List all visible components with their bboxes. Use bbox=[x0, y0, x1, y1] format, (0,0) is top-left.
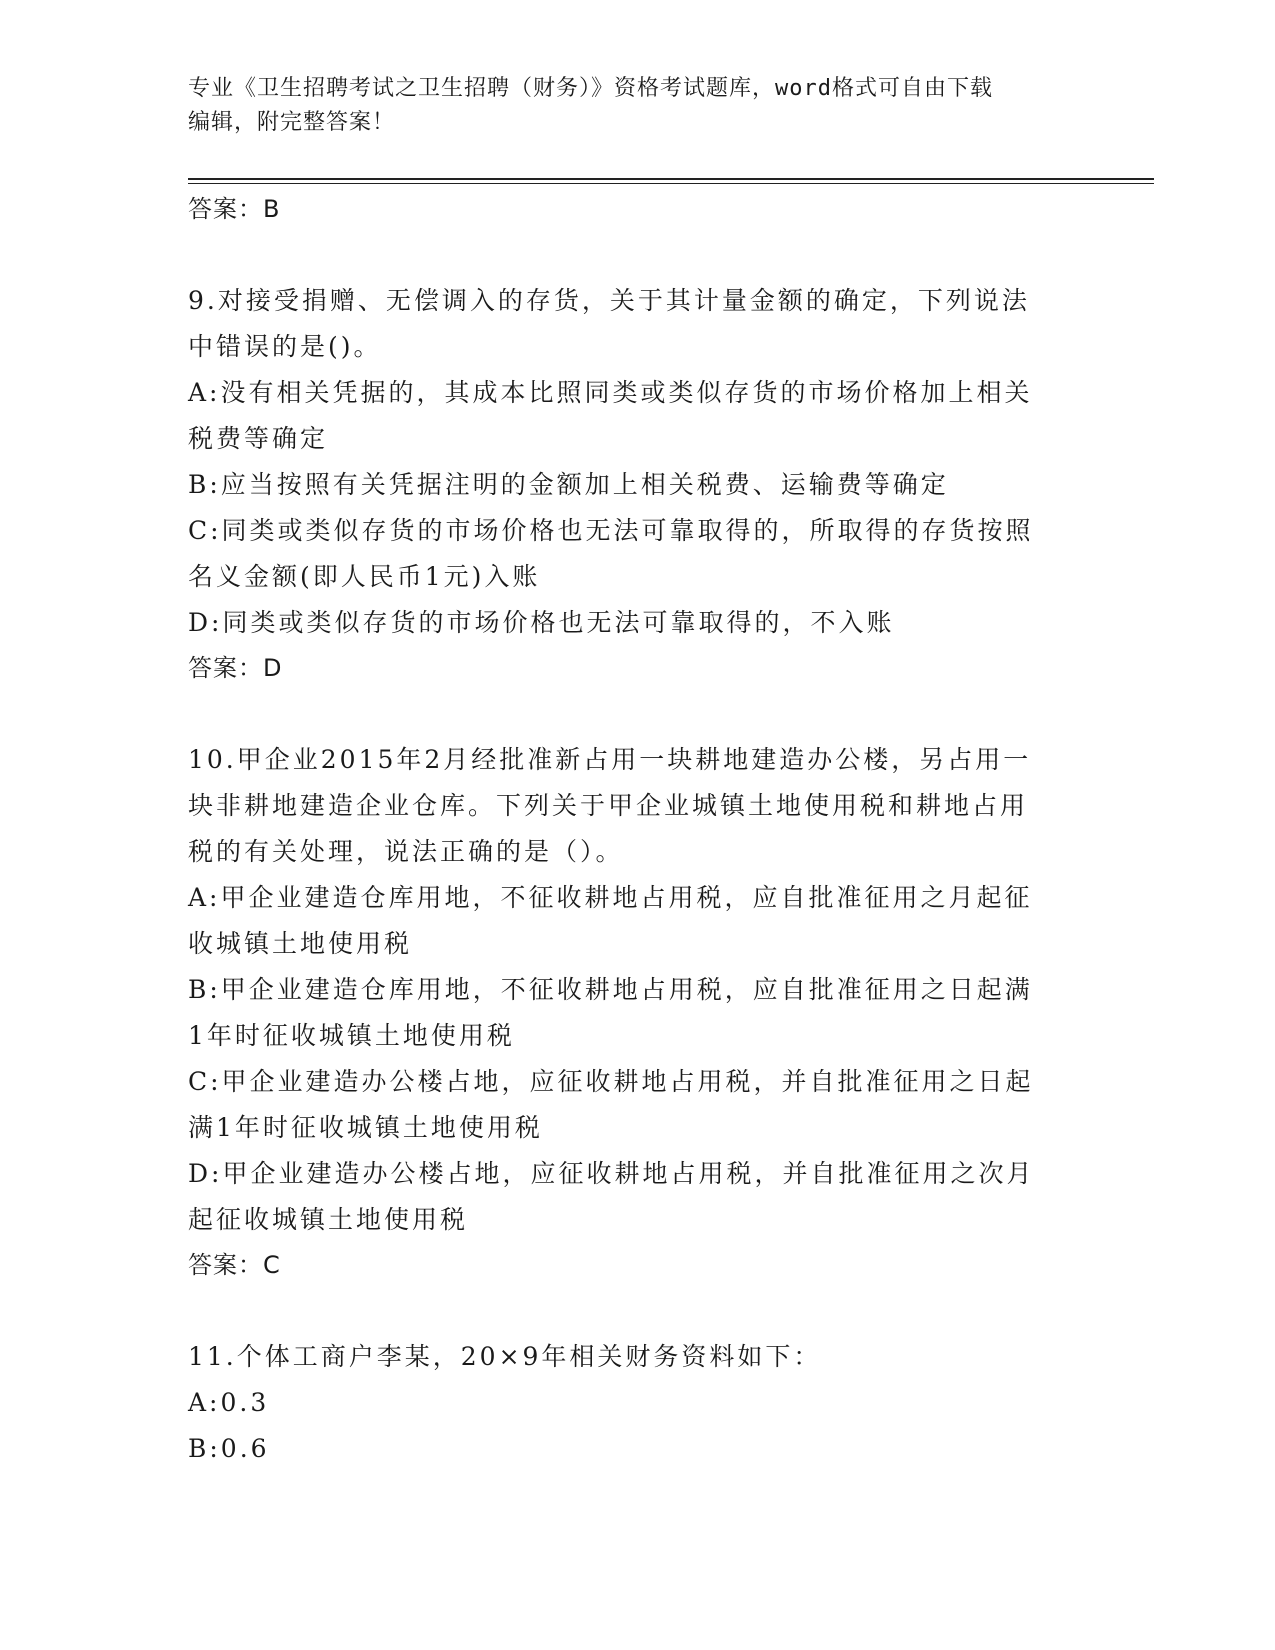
header-line-2: 编辑，附完整答案！ bbox=[188, 110, 396, 135]
question-10 bbox=[188, 737, 1088, 1288]
question-11 bbox=[188, 1334, 1088, 1472]
question-9-option-c-line-1: C:同类或类似存货的市场价格也无法可靠取得的，所取得的存货按照 bbox=[188, 516, 1034, 545]
question-9-option-a-line-1: A:没有相关凭据的，其成本比照同类或类似存货的市场价格加上相关 bbox=[188, 378, 1033, 407]
question-10-option-b-line-2: 1年时征收城镇土地使用税 bbox=[188, 1021, 515, 1050]
question-10-option-a-line-1: A:甲企业建造仓库用地，不征收耕地占用税，应自批准征用之月起征 bbox=[188, 883, 1033, 912]
header-line-1: 专业《卫生招聘考试之卫生招聘（财务）》资格考试题库，word格式可自由下载 bbox=[188, 76, 993, 101]
question-10-option-c-line-2: 满1年时征收城镇土地使用税 bbox=[188, 1113, 543, 1142]
question-10-answer: 答案：C bbox=[188, 1251, 281, 1279]
question-10-stem-line-2: 块非耕地建造企业仓库。下列关于甲企业城镇土地使用税和耕地占用 bbox=[188, 791, 1029, 820]
question-9-option-b: B:应当按照有关凭据注明的金额加上相关税费、运输费等确定 bbox=[188, 470, 949, 499]
document-body bbox=[188, 187, 1088, 1472]
question-9-option-a-line-2: 税费等确定 bbox=[188, 424, 329, 453]
header-divider-thick bbox=[188, 178, 1154, 180]
previous-answer: 答案：B bbox=[188, 195, 281, 223]
question-10-option-a-line-2: 收城镇土地使用税 bbox=[188, 929, 413, 958]
question-10-option-d-line-1: D:甲企业建造办公楼占地，应征收耕地占用税，并自批准征用之次月 bbox=[188, 1159, 1035, 1188]
question-9-stem-line-2: 中错误的是()。 bbox=[188, 332, 382, 361]
question-10-option-d-line-2: 起征收城镇土地使用税 bbox=[188, 1205, 469, 1234]
question-9-option-d: D:同类或类似存货的市场价格也无法可靠取得的，不入账 bbox=[188, 608, 895, 637]
question-9-stem-line-1: 9.对接受捐赠、无偿调入的存货，关于其计量金额的确定，下列说法 bbox=[188, 286, 1030, 315]
question-9 bbox=[188, 278, 1088, 691]
document-header bbox=[188, 72, 1088, 140]
question-9-option-c-line-2: 名义金额(即人民币1元)入账 bbox=[188, 562, 541, 591]
header-divider-thin bbox=[188, 183, 1154, 184]
question-11-option-b: B:0.6 bbox=[188, 1434, 270, 1463]
question-11-option-a: A:0.3 bbox=[188, 1388, 270, 1417]
question-10-stem-line-3: 税的有关处理，说法正确的是（）。 bbox=[188, 837, 624, 866]
question-11-stem-line-1: 11.个体工商户李某，20×9年相关财务资料如下： bbox=[188, 1342, 822, 1371]
question-10-stem-line-1: 10.甲企业2015年2月经批准新占用一块耕地建造办公楼，另占用一 bbox=[188, 745, 1032, 774]
question-9-answer: 答案：D bbox=[188, 654, 283, 682]
question-10-option-b-line-1: B:甲企业建造仓库用地，不征收耕地占用税，应自批准征用之日起满 bbox=[188, 975, 1033, 1004]
question-10-option-c-line-1: C:甲企业建造办公楼占地，应征收耕地占用税，并自批准征用之日起 bbox=[188, 1067, 1034, 1096]
